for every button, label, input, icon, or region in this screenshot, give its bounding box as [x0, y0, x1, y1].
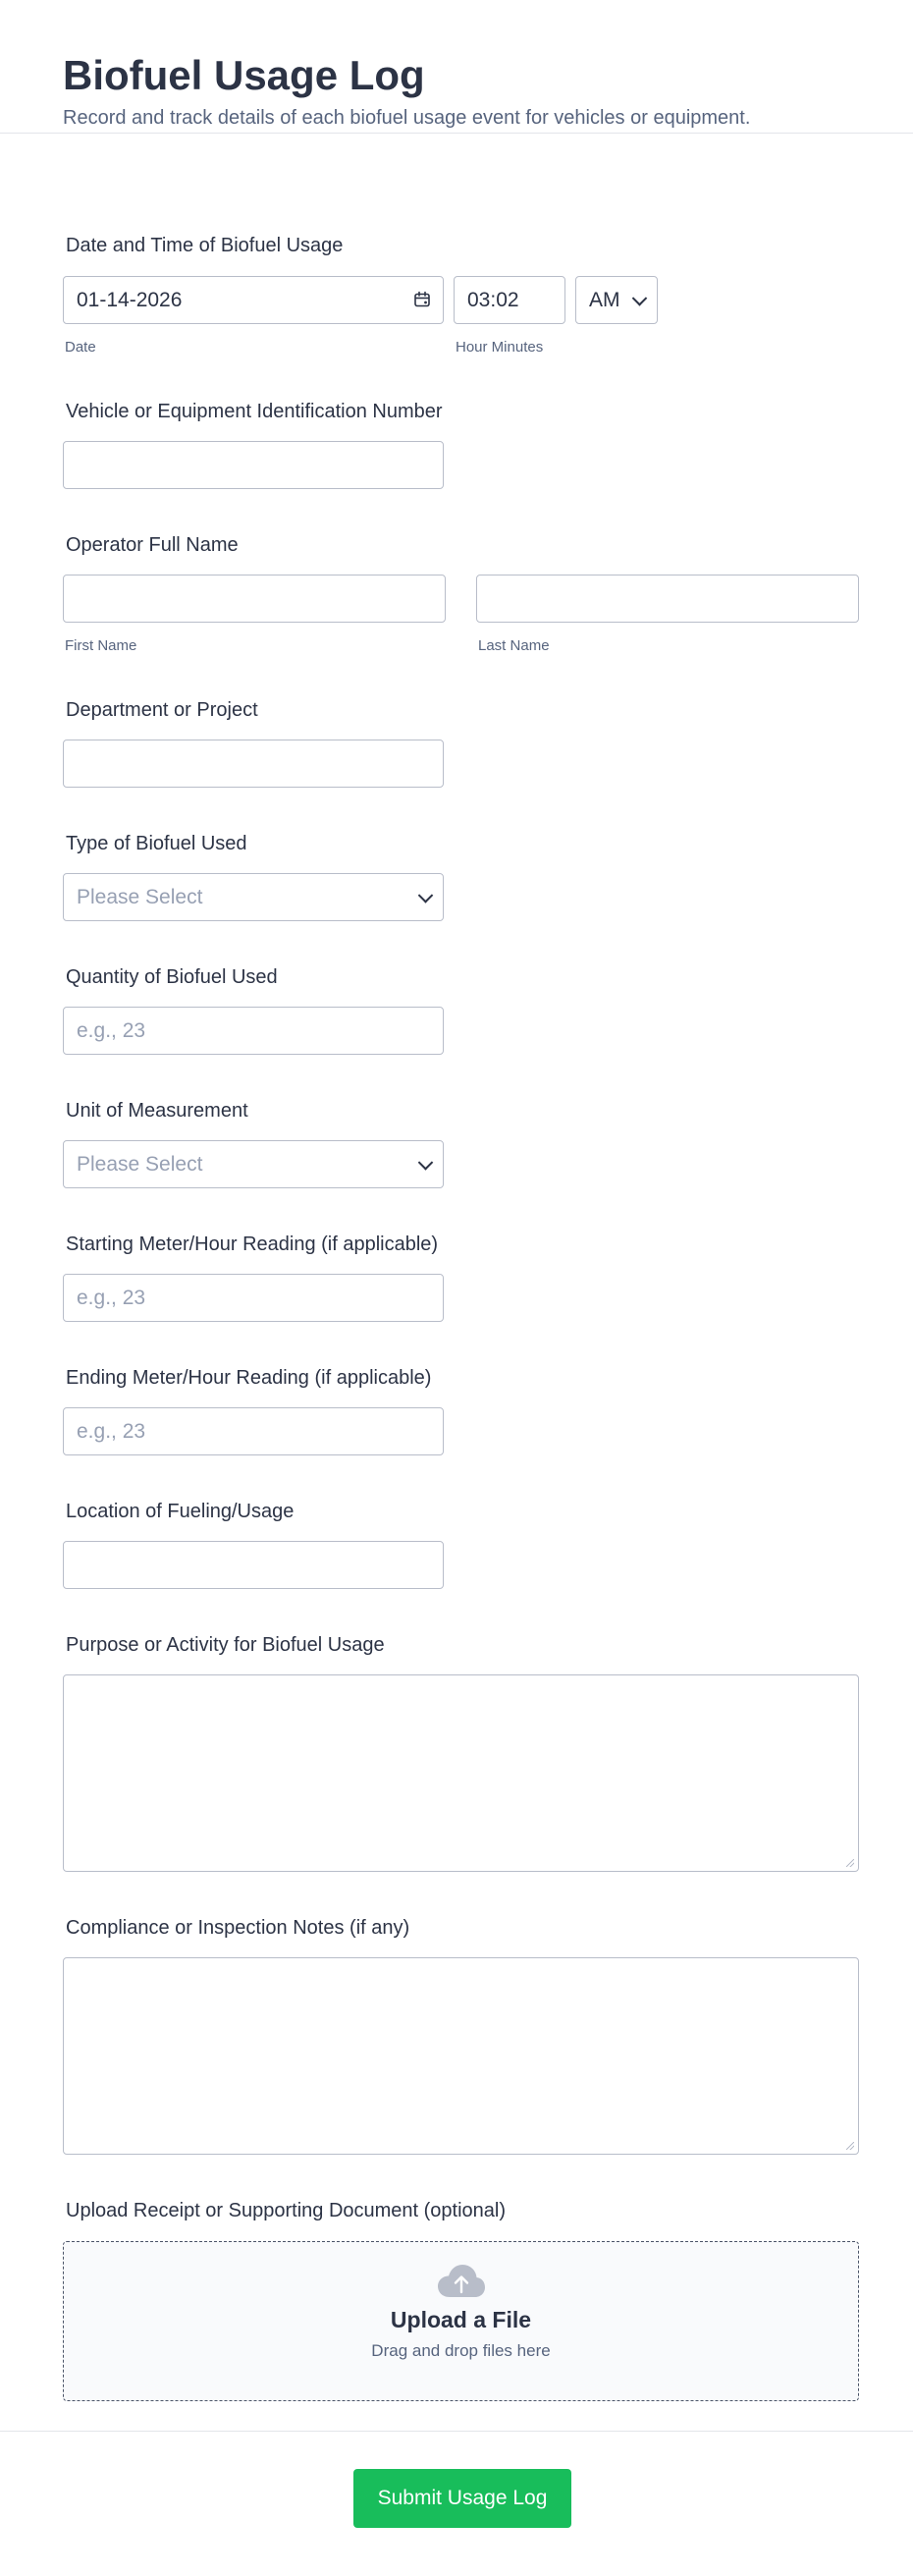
purpose-label: Purpose or Activity for Biofuel Usage	[66, 1634, 385, 1656]
upload-dropzone[interactable]	[63, 2241, 859, 2401]
start-meter-input[interactable]	[63, 1274, 444, 1322]
end-meter-placeholder: e.g., 23	[77, 1419, 146, 1443]
time-input[interactable]	[454, 276, 565, 324]
calendar-icon[interactable]	[413, 291, 431, 308]
date-input[interactable]	[63, 276, 444, 324]
end-meter-label: Ending Meter/Hour Reading (if applicable)	[66, 1367, 432, 1389]
submit-button[interactable]: Submit Usage Log	[353, 2469, 571, 2528]
unit-select[interactable]	[63, 1140, 444, 1188]
end-meter-input[interactable]	[63, 1407, 444, 1455]
first-name-sublabel: First Name	[65, 637, 137, 654]
location-input[interactable]	[63, 1541, 444, 1589]
upload-hint: Drag and drop files here	[371, 2341, 551, 2360]
biofuel-type-placeholder: Please Select	[77, 885, 203, 908]
quantity-input[interactable]	[63, 1007, 444, 1055]
cloud-upload-icon	[64, 2264, 858, 2299]
vehicle-id-input[interactable]	[63, 441, 444, 489]
form-footer	[0, 2431, 913, 2576]
unit-placeholder: Please Select	[77, 1152, 203, 1176]
first-name-input[interactable]	[63, 575, 446, 623]
compliance-textarea[interactable]	[63, 1957, 859, 2155]
last-name-input[interactable]	[476, 575, 859, 623]
datetime-label: Date and Time of Biofuel Usage	[66, 235, 344, 256]
compliance-label: Compliance or Inspection Notes (if any)	[66, 1917, 410, 1939]
quantity-placeholder: e.g., 23	[77, 1018, 146, 1042]
department-label: Department or Project	[66, 699, 258, 721]
biofuel-type-label: Type of Biofuel Used	[66, 833, 247, 854]
biofuel-type-select[interactable]	[63, 873, 444, 921]
form-title: Biofuel Usage Log	[63, 52, 425, 98]
vehicle-id-label: Vehicle or Equipment Identification Number	[66, 401, 443, 422]
upload-title: Upload a File	[390, 2307, 532, 2332]
date-sublabel: Date	[65, 339, 96, 356]
chevron-down-icon	[632, 291, 648, 306]
chevron-down-icon	[418, 888, 434, 904]
ampm-value: AM	[589, 288, 620, 311]
start-meter-label: Starting Meter/Hour Reading (if applicable)	[66, 1233, 439, 1255]
unit-label: Unit of Measurement	[66, 1100, 248, 1122]
form-header	[0, 0, 913, 134]
time-value: 03:02	[467, 288, 519, 311]
last-name-sublabel: Last Name	[478, 637, 550, 654]
time-sublabel: Hour Minutes	[456, 339, 544, 356]
ampm-select[interactable]	[575, 276, 658, 324]
purpose-textarea[interactable]	[63, 1674, 859, 1872]
form-subtitle: Record and track details of each biofuel usage event for vehicles or equipment.	[63, 107, 751, 129]
resize-handle[interactable]	[846, 1859, 854, 1867]
quantity-label: Quantity of Biofuel Used	[66, 966, 278, 988]
start-meter-placeholder: e.g., 23	[77, 1286, 146, 1309]
operator-label: Operator Full Name	[66, 534, 239, 556]
location-label: Location of Fueling/Usage	[66, 1501, 295, 1522]
department-input[interactable]	[63, 740, 444, 788]
resize-handle[interactable]	[846, 2142, 854, 2150]
upload-label: Upload Receipt or Supporting Document (optional)	[66, 2200, 507, 2221]
date-value: 01-14-2026	[77, 288, 183, 311]
chevron-down-icon	[418, 1155, 434, 1171]
